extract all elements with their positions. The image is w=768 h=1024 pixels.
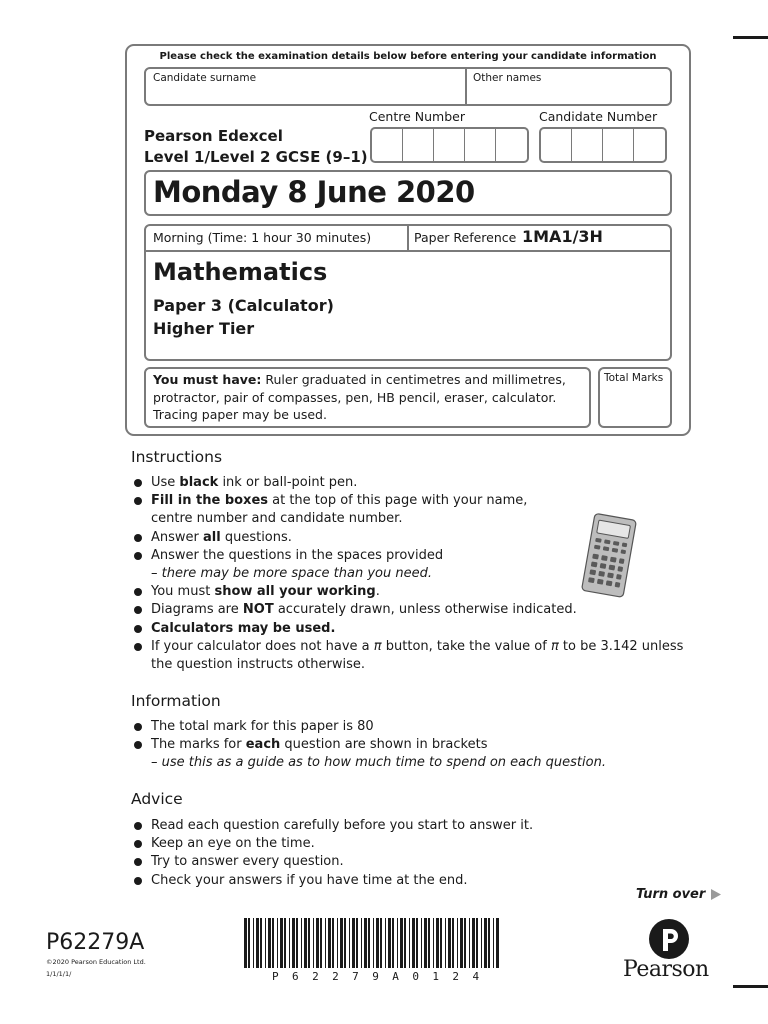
digit-cell[interactable] [403,129,434,161]
barcode-bar [349,918,350,968]
copyright-note: ©2020 Pearson Education Ltd. [46,958,146,966]
barcode-bar [436,918,439,968]
candidate-number-label: Candidate Number [539,109,658,124]
list-item: The marks for each question are shown in brackets [133,736,606,754]
barcode-bar [352,918,355,968]
barcode-bar [452,918,454,968]
barcode-bar [356,918,358,968]
barcode-bar [445,918,446,968]
list-item-continuation: – there may be more space than you need. [151,566,432,582]
barcode-bar [428,918,430,968]
list-item: Answer all questions. [133,529,683,547]
list-item: Diagrams are NOT accurately drawn, unless otherwise indicated. [133,601,683,619]
digit-cell[interactable] [434,129,465,161]
paper-reference: 1MA1/3H [522,227,603,246]
advice-list [133,817,533,890]
qualification-level: Level 1/Level 2 GCSE (9–1) [144,148,368,166]
registration-mark-top [733,36,768,39]
list-item: You must show all your working. [133,583,683,601]
barcode-bar [289,918,290,968]
barcode-bar [313,918,314,968]
barcode-bar [493,918,494,968]
exam-board-name: Pearson Edexcel [144,127,283,145]
advice-heading: Advice [131,790,183,808]
digit-cell[interactable] [372,129,403,161]
paper-name: Paper 3 (Calculator) [153,296,334,315]
barcode-bar [409,918,410,968]
barcode-bar [460,918,463,968]
barcode-bar [260,918,262,968]
barcode-bar [385,918,386,968]
barcode-bar [481,918,482,968]
barcode [242,918,504,970]
barcode-bar [440,918,442,968]
barcode-bar [457,918,458,968]
barcode-bar [284,918,286,968]
digit-cell[interactable] [541,129,572,161]
list-item-continuation: – use this as a guide as to how much time to spend on each question. [151,755,606,771]
print-code: 1/1/1/1/ [46,970,72,978]
must-have-line1: Ruler graduated in centimetres and millimetres, [261,372,566,387]
barcode-bar [496,918,499,968]
barcode-bar [304,918,307,968]
list-item: Calculators may be used. [133,620,683,638]
list-item: Try to answer every question. [133,853,533,871]
total-marks-label: Total Marks [604,372,664,384]
list-item: Answer the questions in the spaces provided [133,547,683,565]
turn-over-label: Turn over [636,887,706,902]
barcode-bar [340,918,343,968]
barcode-bar [412,918,415,968]
barcode-bar [301,918,302,968]
barcode-bar [265,918,266,968]
barcode-bar [469,918,470,968]
barcode-bar [392,918,394,968]
candidate-number-field[interactable] [539,127,667,163]
barcode-bar [308,918,310,968]
registration-mark-bottom [733,985,768,988]
barcode-bar [277,918,278,968]
list-item-continuation: centre number and candidate number. [151,511,403,527]
barcode-bar [476,918,478,968]
must-have-label: You must have: [153,372,262,387]
paper-title [153,294,334,340]
digit-cell[interactable] [496,129,527,161]
barcode-bar [292,918,295,968]
candidate-surname-label: Candidate surname [153,72,257,84]
barcode-bar [404,918,406,968]
barcode-bar [280,918,283,968]
barcode-bar [256,918,259,968]
barcode-bar [364,918,367,968]
centre-number-label: Centre Number [369,109,465,124]
triangle-right-icon [711,889,721,900]
instructions-heading: Instructions [131,448,223,466]
paper-reference-label: Paper Reference [414,230,517,245]
barcode-bar [244,918,247,968]
calculator-icon [574,512,640,598]
barcode-bar [253,918,254,968]
barcode-bar [337,918,338,968]
must-have-line2: protractor, pair of compasses, pen, HB pencil, eraser, calculator. [153,389,557,405]
paper-code: P62279A [46,930,145,955]
barcode-text: P 6 2 2 7 9 A 0 1 2 4 [272,970,483,983]
barcode-bar [416,918,418,968]
barcode-bar [424,918,427,968]
subject-title: Mathematics [153,258,328,286]
turn-over [636,887,721,902]
list-item: Keep an eye on the time. [133,835,533,853]
must-have-text [153,371,566,424]
barcode-bar [316,918,319,968]
list-item: Use black ink or ball-point pen. [133,474,683,492]
list-item: The total mark for this paper is 80 [133,718,606,736]
barcode-bar [332,918,334,968]
digit-cell[interactable] [572,129,603,161]
barcode-bar [400,918,403,968]
barcode-bar [361,918,362,968]
paper-tier: Higher Tier [153,319,255,338]
pearson-logo-icon [648,918,690,960]
list-item: If your calculator does not have a π button, take the value of π to be 3.142 unless [133,638,683,656]
must-have-line3: Tracing paper may be used. [153,407,327,422]
barcode-bar [325,918,326,968]
barcode-bar [248,918,250,968]
barcode-bar [272,918,274,968]
barcode-bar [484,918,487,968]
pearson-logo-text: Pearson [623,957,709,982]
check-details-note: Please check the examination details below before entering your candidate information [159,51,657,62]
exam-date: Monday 8 June 2020 [153,175,475,209]
other-names-label: Other names [473,72,542,84]
information-list [133,718,606,773]
barcode-bar [472,918,475,968]
barcode-bar [268,918,271,968]
barcode-bar [488,918,490,968]
candidate-surname-field[interactable] [146,86,462,104]
barcode-bar [296,918,298,968]
barcode-bar [376,918,379,968]
barcode-bar [388,918,391,968]
centre-number-field[interactable] [370,127,529,163]
barcode-bar [433,918,434,968]
list-item: Check your answers if you have time at the end. [133,872,533,890]
barcode-bar [320,918,322,968]
barcode-bar [373,918,374,968]
digit-cell[interactable] [465,129,496,161]
barcode-bar [464,918,466,968]
list-item-continuation: the question instructs otherwise. [151,657,365,673]
exam-board [144,126,368,168]
barcode-bar [380,918,382,968]
digit-cell[interactable] [634,129,665,161]
session-time: Morning (Time: 1 hour 30 minutes) [153,230,372,245]
list-item: Fill in the boxes at the top of this page with your name, [133,492,683,510]
list-item: Read each question carefully before you start to answer it. [133,817,533,835]
barcode-bar [328,918,331,968]
other-names-field[interactable] [466,86,670,104]
barcode-bar [397,918,398,968]
barcode-bar [368,918,370,968]
digit-cell[interactable] [603,129,634,161]
barcode-bar [421,918,422,968]
barcode-bar [448,918,451,968]
information-heading: Information [131,692,221,710]
barcode-bar [344,918,346,968]
